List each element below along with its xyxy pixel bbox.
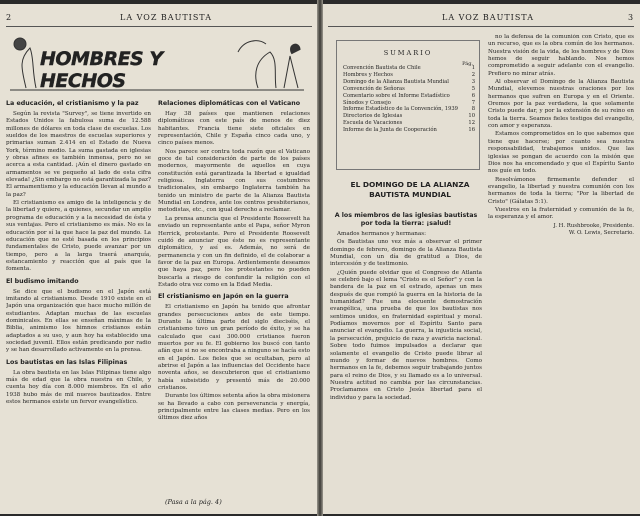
toc-item bbox=[343, 113, 475, 120]
toc-item-page: 1 bbox=[471, 65, 475, 71]
toc-item-title: Informe Estadístico de la Convención, 1939 bbox=[343, 106, 458, 113]
toc-item-page: 5 bbox=[471, 85, 475, 92]
running-head-right: LA VOZ BAUTISTA bbox=[442, 13, 534, 22]
toc-item bbox=[343, 93, 475, 100]
paragraph: Resolvámonos firmemente defender el evangelio, la libertad y nuestra comunión con los hermanos de toda la tierra; "Por la libertad de Cristo" (Gálatas 5:1). bbox=[488, 176, 634, 205]
toc-item-title: Comentario sobre el Informe Estadístico bbox=[343, 92, 450, 99]
right-column-1 bbox=[330, 208, 482, 512]
paragraph: Se dice que el budismo en el Japón está imitando al cristianismo. Desde 1910 existe en el Japón una organización que hace mucho millón de estudiantes. Adaptan muchas de las escuelas dominicales. En ellas se enseñan máximas de la Biblia, animismo los himnos cristianos están adaptados a su uso, y aun hoy ha establecido una sociedad juvenil. Ellos están predicando por radio y se han desarrollado activamente en la prensa. bbox=[6, 288, 151, 354]
paragraph: Según la revista "Survey", se tiene invertido en Estados Unidos la fabulosa suma de 12.588 millones de dólares en toda clase de escuelas. Los sueldos de los maestros de escuelas superiores y primarias suman 2.414 en el Estado de Nueva York, término medio. La suma gastada en iglesias y obras afines es también inmensa, pero no se acerca a esta cantidad. ¡Aún el dinero gastado en armamentos se ve pequeño al lado de esta cifra elevada! ¿Sin embargo no está garantizada la paz? El armamentismo y la educación llevan al mundo a la paz? bbox=[6, 111, 151, 198]
toc-title: SUMARIO bbox=[383, 49, 433, 57]
toc-list bbox=[343, 65, 475, 134]
page-number-right: 3 bbox=[628, 13, 635, 22]
section-heading: A los miembros de las iglesias bautistas por toda la tierra: ¡salud! bbox=[334, 212, 478, 227]
toc-item bbox=[343, 127, 475, 134]
toc-item-title: Hombres y Hechos bbox=[343, 71, 393, 78]
paragraph: La prensa anuncia que el Presidente Roosevelt ha enviado un representante ante el Papa, señor Myron Herrick, protestante. Pero el Presidente Roosevelt cuidó de anunciar que éste no es representante diplomático, y así es. Además, no será de permanencia y con un fin definido, el de colaborar a favor de la paz en Europa. Ardientemente deseamos que haya paz, pero los protestantes no pueden buscarla a riesgo de confundir la religión con el Estado otra vez como en la Edad Media. bbox=[158, 215, 310, 288]
paragraph: El cristianismo en Japón ha tenido que afrontar grandes persecuciones antes de este tiempo. Durante la última parte del siglo dieciséis, el cristianismo tuvo un gran período de éxito, y se ha calculado que casi 300.000 cristianos fueron muertos por su fe. El gobierno los buscó con tanto afán que si no se encontraba a ninguno se hacía esto en el Japón. Los fieles que se ocultaban, pero al abrirse el Japón a las influencias del Occidente hace noventa años, se descubrieron que el cristianismo había subsistido y presentó más de 20.000 cristianos. bbox=[158, 304, 310, 392]
signature-line: J. H. Rushbrooke, Presidente. bbox=[553, 222, 634, 229]
header-rule bbox=[6, 26, 312, 27]
right-column-2 bbox=[488, 34, 634, 512]
toc-item-title: Sínodos y Consejo bbox=[343, 99, 391, 106]
left-page bbox=[0, 4, 318, 514]
header-rule-right bbox=[328, 26, 634, 27]
paragraph: Durante los últimos setenta años la obra misionera se ha llevado a cabo con perseverancia y energía, principalmente entre las clases medias. Pero en los últimos diez años bbox=[158, 393, 310, 422]
paragraph: Nos parece ser contra toda razón que el Vaticano goce de tal consideración de parte de los países modernos, mayormente de aquellos en cuya constitución está garantizada la libertad e igualdad religiosa. Inglaterra con sus costumbres tradicionales, sin embargo Inglaterra también ha tenido un ministro de parte de la Alianza Bautista Mundial en Londres, ante los centros presbiterianos, metodistas, etc., con igual derecho a reclamar. bbox=[158, 148, 310, 214]
paragraph: Estamos comprometidos en lo que sabemos que tiene que hacerse; por cuanto sea nuestra responsabilidad, trabajemos unidos. Que las iglesias se pongan de acuerdo con la misión que Dios nos ha encomendado y que el Espíritu Santo nos guíe en todo. bbox=[488, 131, 634, 175]
toc-item bbox=[343, 86, 475, 93]
toc-item-page: 12 bbox=[468, 120, 475, 127]
paragraph: Os Bautistas uno vez más a observar el primer domingo de febrero, domingo de la Alianza Bautista Mundial, con un día de gratitud a Dios, de intercesión y de testimonio. bbox=[330, 239, 482, 268]
toc-item-title: Convención de Señoras bbox=[343, 85, 405, 92]
toc-item-title: Convención Bautista de Chile bbox=[343, 65, 421, 71]
paragraph: Hay 38 países que mantienen relaciones diplomáticas con este país de menos de diez habitantes. Francia tiene siete oficiales en representación, Chile y España cinco cada uno, y cinco países menos. bbox=[158, 111, 310, 147]
paragraph: Amados hermanos y hermanas: bbox=[337, 231, 426, 237]
paragraph: ¿Quién puede olvidar que el Congreso de Atlanta se celebró bajo el lema "Cristo es el Señor" y con la bandera de la paz en el estrado, apenas un mes después de que rompió la guerra en la historia de la humanidad? Fue una elocuente demostración evangélica, una prueba de que los bautistas nos sentimos unidos, en fraternidad espiritual y moral. Podíamos movernos por el Espíritu Santo para anunciar el evangelio. La guerra, la injusticia social, la persecución, prejuicio de raza y avaricia nacional. Sobre todo fuimos impulsados a declarar que solamente el evangelio de Cristo puede librar al mundo y formar de nuevos hombres. Como hermanos en la fe, debemos seguir trabajando juntos para el reino de Dios, y su llamado es a lo universal. Nuestra actitud no cambia por las circunstancias. Proclamamos en Cristo Jesús libertad para el individuo y para la sociedad. bbox=[330, 269, 482, 401]
running-head: LA VOZ BAUTISTA bbox=[120, 13, 212, 22]
toc-page-label: Pág. bbox=[462, 61, 473, 67]
paragraph: Vuestros en la fraternidad y comunión de la fe, la esperanza y el amor. bbox=[488, 206, 634, 221]
toc-item-page: 6 bbox=[471, 92, 475, 99]
toc-item-page: 10 bbox=[468, 113, 475, 120]
section-heading: Relaciones diplomáticas con el Vaticano bbox=[158, 100, 301, 107]
article-title: EL DOMINGO DE LA ALIANZA BAUTISTA MUNDIAL bbox=[350, 180, 470, 199]
paragraph: El cristianismo es amigo de la inteligencia y de la libertad y quiere, a quienes, secundar un amplio programa de educación y a la necesidad de ésta y sus ventajas. Pero el cristianismo es más. No es la educación por sí la que hace la paz del mundo. La educación que no esté basada en los principios fundamentales de Cristo, puede avanzar por un tiempo, pero a la larga traerá anarquía, estancamiento y reacción que al país que la fomenta. bbox=[6, 200, 151, 273]
banner-title: HOMBRES Y HECHOS bbox=[40, 48, 163, 92]
page-number: 2 bbox=[6, 13, 13, 22]
toc-item bbox=[343, 79, 475, 86]
right-page bbox=[322, 4, 640, 514]
toc-item-title: Informe de la Junta de Cooperación bbox=[343, 127, 437, 134]
book-gutter bbox=[317, 0, 323, 516]
toc-item-title: Escuela de Vacaciones bbox=[343, 120, 403, 127]
table-of-contents bbox=[336, 40, 480, 170]
toc-item bbox=[343, 65, 475, 72]
section-heading: Los bautistas en las Islas Filipinas bbox=[6, 358, 128, 366]
left-column-2 bbox=[158, 96, 310, 492]
figure-icon bbox=[256, 52, 276, 88]
toc-item-title: Directorios de Iglesias bbox=[343, 113, 403, 120]
toc-item-page: 3 bbox=[471, 78, 475, 85]
paragraph: Al observar el Domingo de la Alianza Bautista Mundial, elevemos nuestras oraciones por los hermanos que sufren en Europa y en el Oriente. Oremos por la paz verdadera, la que solamente Cristo puede dar, y por la extensión de su reino en toda la tierra. Seamos fieles testigos del evangelio, con amor y esperanza. bbox=[488, 79, 634, 130]
toc-item-page: 7 bbox=[471, 99, 475, 106]
section-heading: El cristianismo en Japón en la guerra bbox=[158, 293, 289, 301]
left-column-1 bbox=[6, 96, 151, 514]
continued-note: (Pasa a la pág. 4) bbox=[165, 498, 222, 506]
paragraph: La obra bautista en las Islas Filipinas tiene algo más de edad que la obra nuestra en Chile, y cuenta hoy día con 8.000 miembros. En el año 1938 hubo más de mil nuevos bautizados. Entre estos hermanos existe un fervor evangelístico. bbox=[6, 369, 151, 406]
toc-item bbox=[343, 72, 475, 79]
section-heading: La educación, el cristianismo y la paz bbox=[6, 100, 139, 107]
toc-item-title: Domingo de la Alianza Bautista Mundial bbox=[343, 78, 449, 85]
cactus-icon bbox=[22, 48, 36, 88]
toc-item bbox=[343, 106, 475, 113]
section-heading: El budismo imitando bbox=[6, 277, 79, 285]
signature-line: W. O. Lewis, Secretario. bbox=[568, 229, 634, 236]
toc-item-page: 2 bbox=[471, 71, 475, 78]
paragraph: no la defensa de la comunión con Cristo, que es un recurso, que es la obra común de los hermanos. Nuestra visión de la vida, de los hombres y de Dios hemos de seguir hablando. Nos hemos comprometido a seguir adelante con el evangelio. Prefiero no mirar atrás. bbox=[488, 34, 634, 77]
toc-item-page: 8 bbox=[471, 106, 475, 113]
toc-item-page: 16 bbox=[468, 127, 475, 134]
